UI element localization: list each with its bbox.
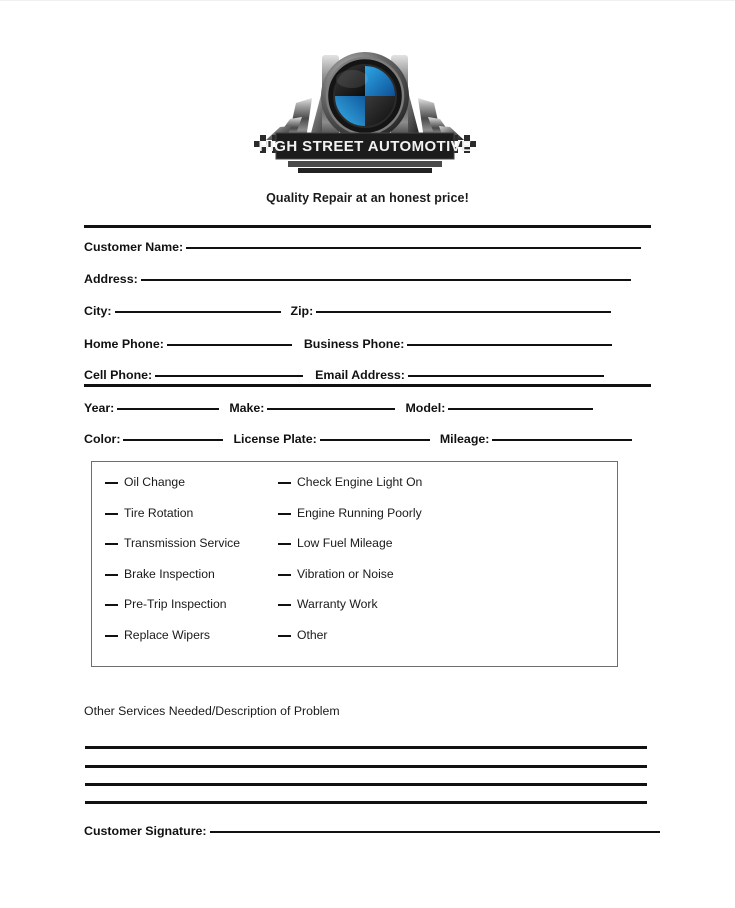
description-line-1[interactable] xyxy=(85,746,647,749)
city-label: City: xyxy=(84,304,112,318)
checklist-item-label: Oil Change xyxy=(124,475,185,489)
checkbox-blank-icon[interactable] xyxy=(105,595,118,606)
checklist-item-label: Engine Running Poorly xyxy=(297,505,422,520)
field-row-vehicle-2 xyxy=(84,429,664,447)
checkbox-blank-icon[interactable] xyxy=(278,473,291,484)
checkbox-blank-icon[interactable] xyxy=(105,504,118,515)
model-label: Model: xyxy=(405,401,446,415)
home-phone-label: Home Phone: xyxy=(84,337,164,351)
other-services-title: Other Services Needed/Description of Problem xyxy=(84,704,340,718)
field-row-customer-name xyxy=(84,237,664,255)
tagline: Quality Repair at an honest price! xyxy=(266,191,469,205)
email-address-label: Email Address: xyxy=(315,368,405,382)
make-label: Make: xyxy=(229,401,265,415)
description-line-2[interactable] xyxy=(85,765,647,768)
checklist-item-label: Vibration or Noise xyxy=(297,566,394,581)
customer-name-label: Customer Name: xyxy=(84,240,184,254)
divider-mid xyxy=(84,384,651,387)
checklist-item[interactable] xyxy=(105,589,240,620)
customer-signature-input[interactable] xyxy=(210,821,660,833)
checkbox-blank-icon[interactable] xyxy=(278,504,291,515)
field-row-vehicle-1 xyxy=(84,398,664,416)
logo-banner-text: HIGH STREET AUTOMOTIVE xyxy=(258,138,472,155)
signature-row xyxy=(84,821,662,838)
field-row-phones xyxy=(84,334,664,352)
checklist-item[interactable] xyxy=(278,589,422,620)
field-row-address xyxy=(84,269,664,287)
address-input[interactable] xyxy=(141,269,631,281)
city-input[interactable] xyxy=(115,301,281,313)
checklist-item[interactable] xyxy=(278,620,422,651)
high-street-automotive-logo-graphic xyxy=(236,43,494,173)
zip-input[interactable] xyxy=(316,301,611,313)
checklist-item-label: Brake Inspection xyxy=(124,566,215,581)
color-label: Color: xyxy=(84,432,121,446)
description-line-4[interactable] xyxy=(85,801,647,804)
checklist-item-label: Tire Rotation xyxy=(124,505,194,520)
service-checklist-panel xyxy=(91,461,618,667)
checklist-item[interactable] xyxy=(105,498,240,529)
checkbox-blank-icon[interactable] xyxy=(105,473,118,484)
cell-phone-input[interactable] xyxy=(155,365,303,377)
business-phone-input[interactable] xyxy=(407,334,612,346)
checklist-item[interactable] xyxy=(105,467,240,498)
zip-label: Zip: xyxy=(290,304,314,318)
checkbox-blank-icon[interactable] xyxy=(278,595,291,606)
checklist-item[interactable] xyxy=(278,559,422,590)
company-logo xyxy=(236,43,494,173)
checklist-item[interactable] xyxy=(105,559,240,590)
model-input[interactable] xyxy=(448,398,593,410)
checklist-item-label: Transmission Service xyxy=(124,536,241,551)
cell-phone-label: Cell Phone: xyxy=(84,368,153,382)
mileage-label: Mileage: xyxy=(439,432,490,446)
year-label: Year: xyxy=(84,401,115,415)
customer-name-input[interactable] xyxy=(186,237,641,249)
checklist-column-left xyxy=(105,467,240,651)
make-input[interactable] xyxy=(267,398,395,410)
checklist-item-label: Other xyxy=(297,627,328,642)
year-input[interactable] xyxy=(117,398,219,410)
description-line-3[interactable] xyxy=(85,783,647,786)
customer-signature-label: Customer Signature: xyxy=(84,824,207,838)
home-phone-input[interactable] xyxy=(167,334,292,346)
business-phone-label: Business Phone: xyxy=(303,337,405,351)
address-label: Address: xyxy=(84,272,138,286)
divider-top xyxy=(84,225,651,228)
checklist-item-label: Pre-Trip Inspection xyxy=(124,597,227,612)
checklist-item-label: Warranty Work xyxy=(297,597,378,612)
checkbox-blank-icon[interactable] xyxy=(278,626,291,637)
checklist-item[interactable] xyxy=(278,498,422,529)
checkbox-blank-icon[interactable] xyxy=(278,534,291,545)
checklist-item[interactable] xyxy=(278,467,422,498)
checklist-item-label: Check Engine Light On xyxy=(297,475,423,489)
mileage-input[interactable] xyxy=(492,429,632,441)
checkbox-blank-icon[interactable] xyxy=(278,565,291,576)
checkbox-blank-icon[interactable] xyxy=(105,626,118,637)
color-input[interactable] xyxy=(123,429,223,441)
checkbox-blank-icon[interactable] xyxy=(105,534,118,545)
email-address-input[interactable] xyxy=(408,365,604,377)
field-row-cell-email xyxy=(84,365,664,383)
checklist-item-label: Replace Wipers xyxy=(124,627,211,642)
license-plate-label: License Plate: xyxy=(233,432,317,446)
checklist-item-label: Low Fuel Mileage xyxy=(297,536,393,551)
checkbox-blank-icon[interactable] xyxy=(105,565,118,576)
license-plate-input[interactable] xyxy=(320,429,430,441)
checklist-item[interactable] xyxy=(105,620,240,651)
field-row-city-zip xyxy=(84,301,664,319)
checklist-column-right xyxy=(278,467,422,651)
checklist-item[interactable] xyxy=(105,528,240,559)
checklist-item[interactable] xyxy=(278,528,422,559)
